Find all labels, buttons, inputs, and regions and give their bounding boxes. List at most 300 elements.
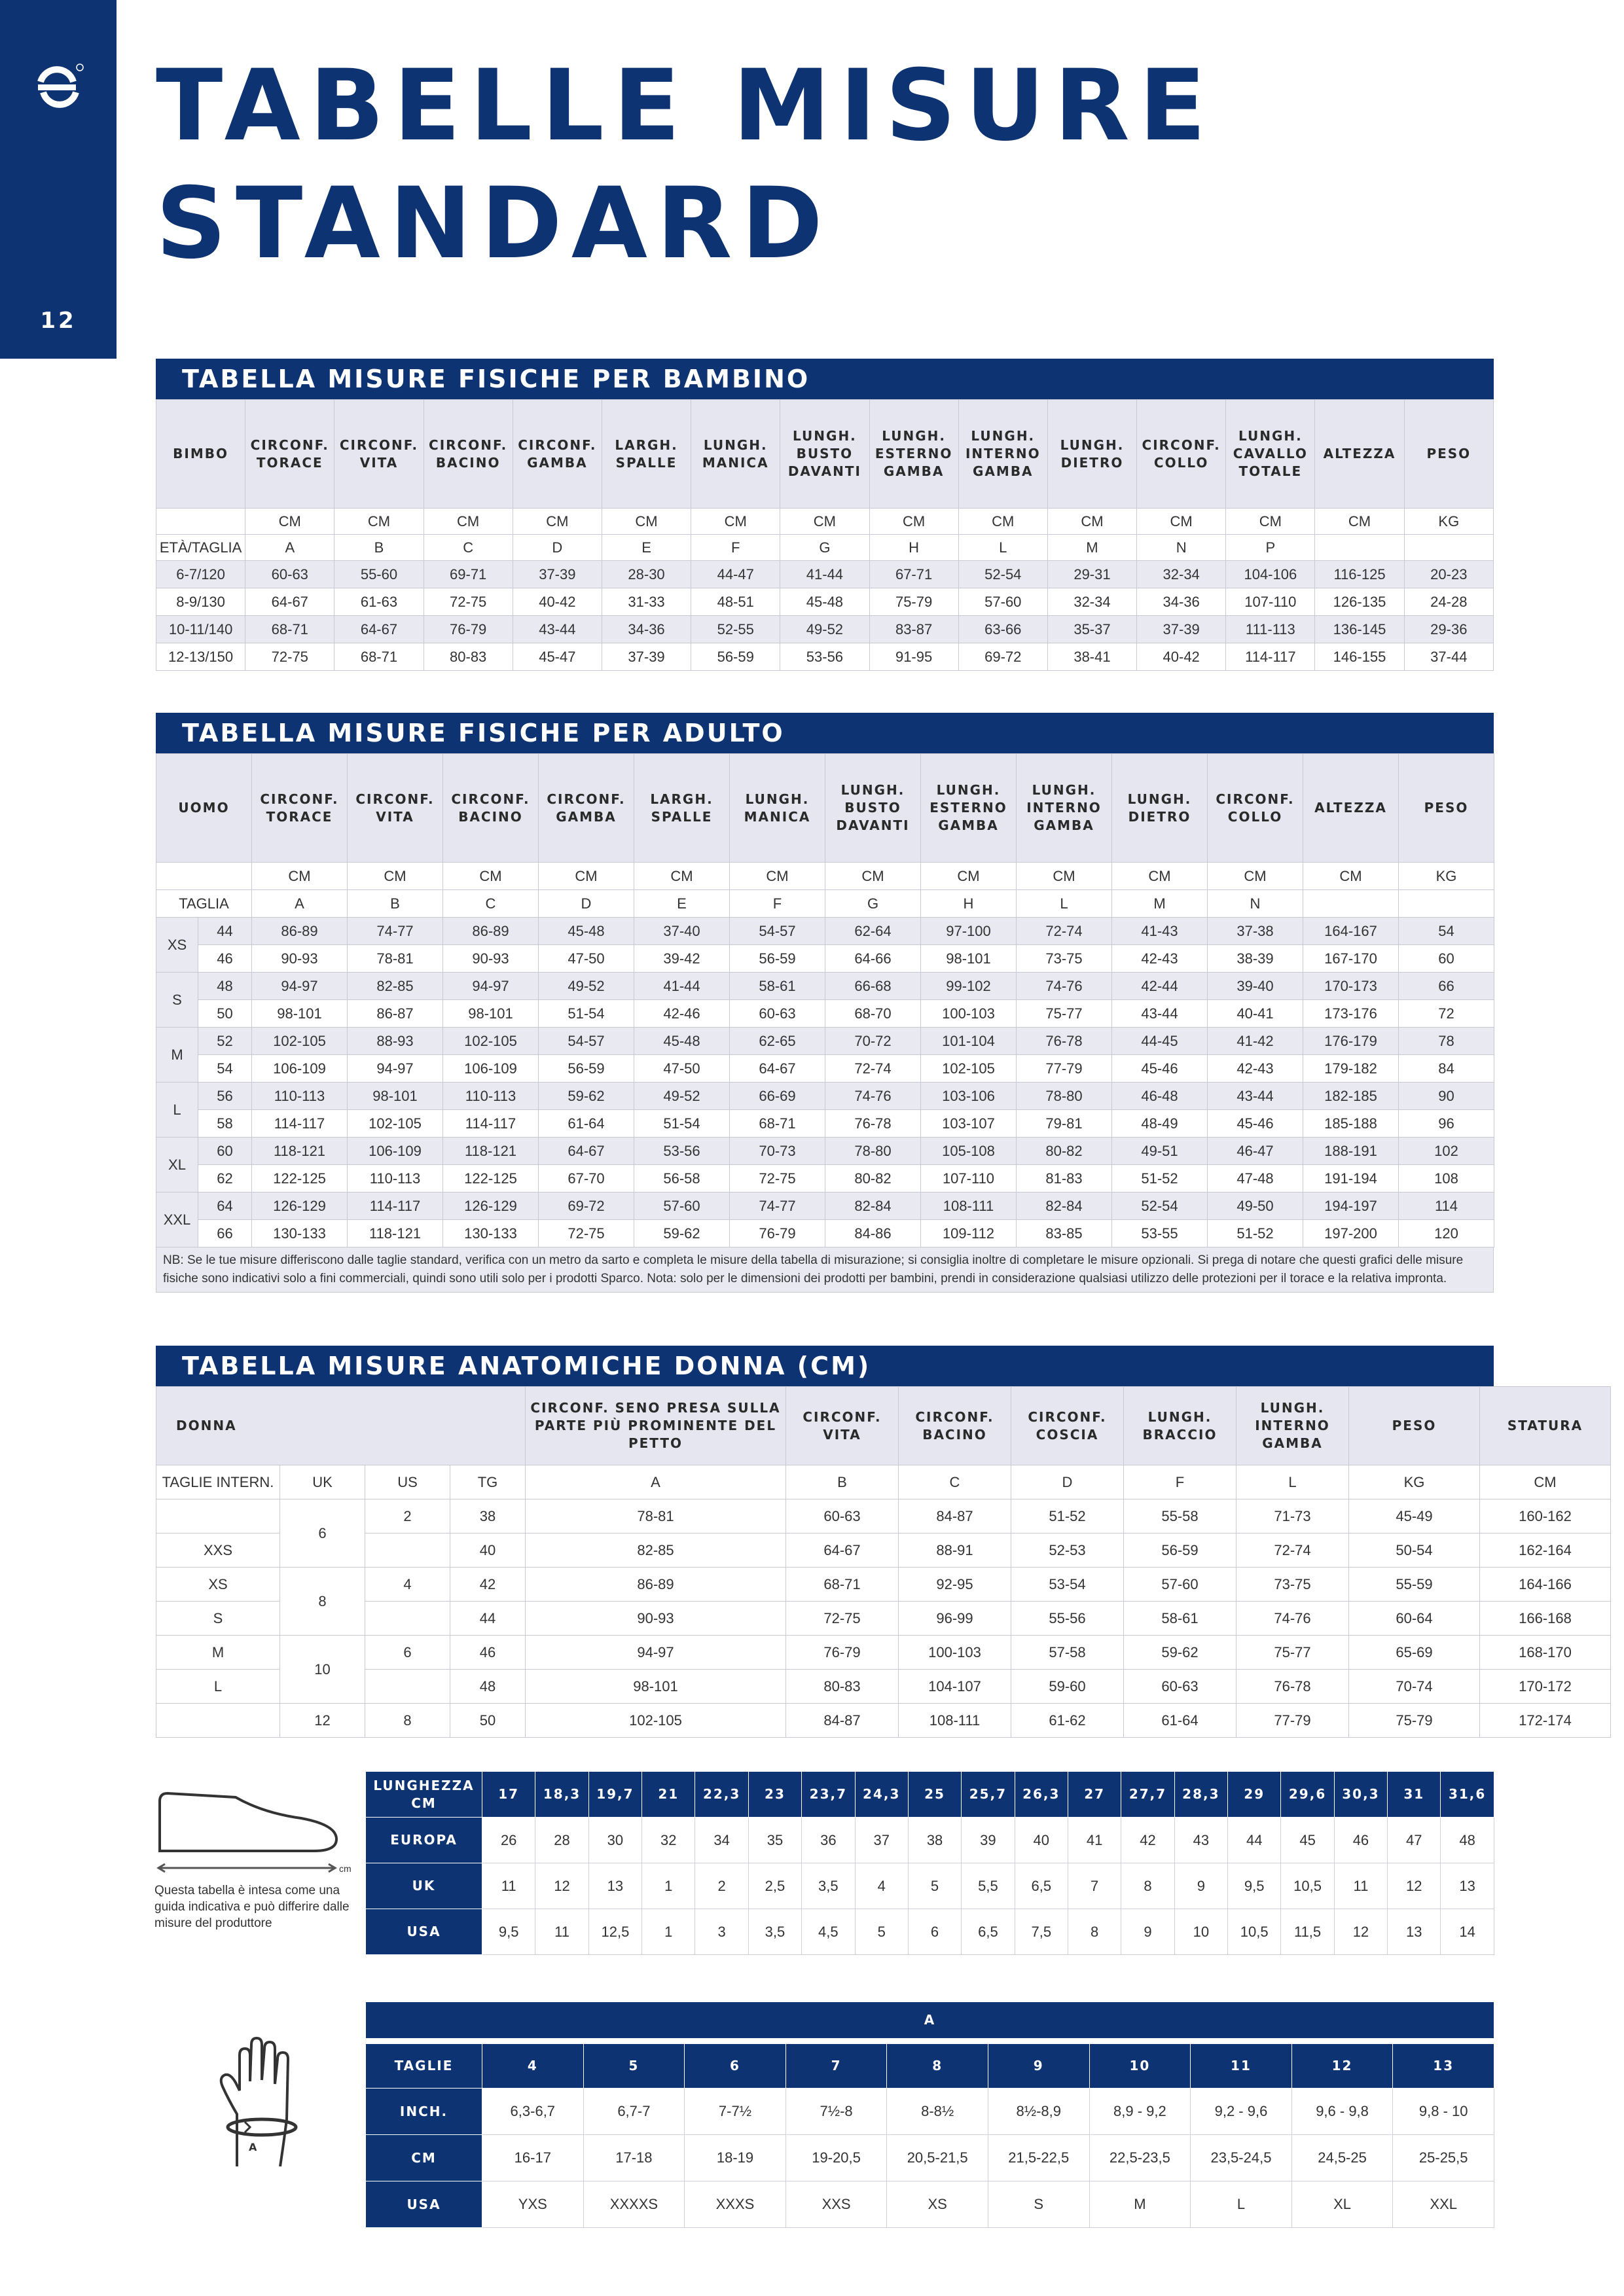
header-cell: CIRCONF. GAMBA xyxy=(513,400,602,509)
table-cell: 71-73 xyxy=(1236,1499,1349,1534)
table-cell: 34-36 xyxy=(1137,588,1226,616)
table-cell: 170-173 xyxy=(1303,973,1399,1000)
table-cell: 72-74 xyxy=(1236,1534,1349,1568)
table-cell: 54-57 xyxy=(730,918,825,945)
table-cell: XS xyxy=(887,2181,988,2228)
unit-cell: CM xyxy=(780,509,869,535)
shoe-cm-label: cm xyxy=(339,1863,352,1874)
table-cell: 70-73 xyxy=(730,1138,825,1165)
subheader-cell: KG xyxy=(1349,1465,1480,1499)
table-cell: 57-58 xyxy=(1011,1636,1124,1670)
table-cell: 64-66 xyxy=(825,945,921,973)
table-cell: 90 xyxy=(1399,1083,1494,1110)
table-cell: 38-41 xyxy=(1047,643,1136,671)
table-cell: 38-39 xyxy=(1208,945,1303,973)
unit-cell xyxy=(156,509,245,535)
table-cell: 122-125 xyxy=(252,1165,348,1193)
unit-row xyxy=(156,863,1494,890)
table-cell: 104-107 xyxy=(899,1670,1011,1704)
table-cell: 36 xyxy=(802,1818,855,1863)
table-cell: 68-71 xyxy=(786,1568,899,1602)
header-cell: BIMBO xyxy=(156,400,245,509)
letter-cell: A xyxy=(252,890,348,918)
header-cell: CIRCONF. SENO PRESA SULLA PARTE PIÙ PROMINENTE DEL PETTO xyxy=(526,1387,786,1465)
table-cell: 9,5 xyxy=(482,1909,535,1955)
header-value: 9 xyxy=(988,2044,1089,2089)
header-value: 22,3 xyxy=(695,1772,748,1818)
letter-cell: N xyxy=(1137,535,1226,561)
header-value: 31,6 xyxy=(1441,1772,1494,1818)
table-cell: XL xyxy=(1291,2181,1393,2228)
header-value: 13 xyxy=(1393,2044,1494,2089)
table-cell: 32 xyxy=(642,1818,695,1863)
table-cell: 30 xyxy=(588,1818,641,1863)
table-row xyxy=(156,973,1494,1000)
table-cell: 48-49 xyxy=(1112,1110,1208,1138)
table-row xyxy=(156,918,1494,945)
subheader-cell: TG xyxy=(450,1465,526,1499)
table-cell: 54 xyxy=(1399,918,1494,945)
header-cell: LARGH. SPALLE xyxy=(634,754,730,863)
table-cell: 46-48 xyxy=(1112,1083,1208,1110)
table-cell: 52-55 xyxy=(691,616,780,643)
size-label: XXL xyxy=(156,1193,198,1247)
table-cell: 66-68 xyxy=(825,973,921,1000)
unit-row xyxy=(156,509,1494,535)
table-cell: 62-65 xyxy=(730,1028,825,1055)
header-cell: LUNGH. BUSTO DAVANTI xyxy=(780,400,869,509)
header-cell: UOMO xyxy=(156,754,252,863)
table-cell: 45-46 xyxy=(1112,1055,1208,1083)
letter-cell: D xyxy=(513,535,602,561)
table-cell: 197-200 xyxy=(1303,1220,1399,1247)
table-cell: 69-71 xyxy=(424,561,513,588)
women-table-section xyxy=(156,1346,1583,1738)
table-cell: 24,5-25 xyxy=(1291,2135,1393,2181)
table-cell: 2 xyxy=(695,1863,748,1909)
unit-cell: CM xyxy=(348,863,443,890)
spacer-cell xyxy=(366,2039,1494,2044)
table-cell: 185-188 xyxy=(1303,1110,1399,1138)
table-cell: 74-77 xyxy=(730,1193,825,1220)
table-cell: 68-71 xyxy=(245,616,334,643)
letter-cell: B xyxy=(348,890,443,918)
table-cell: 56-58 xyxy=(634,1165,730,1193)
row-label: UK xyxy=(366,1863,482,1909)
table-cell: 66 xyxy=(1399,973,1494,1000)
table-cell: 53-54 xyxy=(1011,1568,1124,1602)
table-cell: 98-101 xyxy=(921,945,1017,973)
size-label: XL xyxy=(156,1138,198,1193)
table-cell: 42-43 xyxy=(1208,1055,1303,1083)
table-cell: 7-7½ xyxy=(685,2089,786,2135)
table-cell: 37-44 xyxy=(1404,643,1493,671)
table-row xyxy=(366,2089,1494,2135)
header-cell: CIRCONF. COSCIA xyxy=(1011,1387,1124,1465)
table-cell: 78-81 xyxy=(526,1499,786,1534)
table-cell: 9 xyxy=(1174,1863,1227,1909)
table-cell: 37-39 xyxy=(513,561,602,588)
table-cell: 100-103 xyxy=(921,1000,1017,1028)
unit-cell: CM xyxy=(958,509,1047,535)
unit-cell: CM xyxy=(1112,863,1208,890)
header-cell: CIRCONF. VITA xyxy=(348,754,443,863)
table-cell: 72-75 xyxy=(730,1165,825,1193)
header-value: 8 xyxy=(887,2044,988,2089)
table-cell: 44-45 xyxy=(1112,1028,1208,1055)
table-cell: 60 xyxy=(1399,945,1494,973)
table-cell: 118-121 xyxy=(443,1138,539,1165)
table-cell: 49-52 xyxy=(539,973,634,1000)
row-label: USA xyxy=(366,2181,482,2228)
header-value: 6 xyxy=(685,2044,786,2089)
header-cell: A xyxy=(366,2002,1494,2039)
table-cell: 61-64 xyxy=(1124,1704,1236,1738)
unit-cell: CM xyxy=(443,863,539,890)
row-label: USA xyxy=(366,1909,482,1955)
table-cell: 191-194 xyxy=(1303,1165,1399,1193)
table-row xyxy=(156,1138,1494,1165)
letter-cell: P xyxy=(1226,535,1315,561)
unit-cell: CM xyxy=(424,509,513,535)
table-row xyxy=(156,1670,1611,1704)
table-cell: 74-76 xyxy=(825,1083,921,1110)
table-cell: 35 xyxy=(748,1818,801,1863)
table-cell: 92-95 xyxy=(899,1568,1011,1602)
size-label: M xyxy=(156,1028,198,1083)
table-cell: 14 xyxy=(1441,1909,1494,1955)
header-cell: ALTEZZA xyxy=(1315,400,1404,509)
kids-table-title: TABELLA MISURE FISICHE PER BAMBINO xyxy=(156,359,1494,399)
header-cell: CIRCONF. GAMBA xyxy=(539,754,634,863)
table-cell: 41 xyxy=(1068,1818,1121,1863)
table-cell: 32-34 xyxy=(1047,588,1136,616)
header-cell: STATURA xyxy=(1480,1387,1611,1465)
table-cell: 55-56 xyxy=(1011,1602,1124,1636)
table-cell: 98-101 xyxy=(348,1083,443,1110)
table-cell: 8 xyxy=(1068,1909,1121,1955)
table-cell: 3,5 xyxy=(802,1863,855,1909)
table-cell: 22,5-23,5 xyxy=(1089,2135,1191,2181)
table-cell: 94-97 xyxy=(348,1055,443,1083)
table-cell: 2,5 xyxy=(748,1863,801,1909)
header-value: 7 xyxy=(785,2044,887,2089)
sidebar-band xyxy=(0,0,117,359)
table-cell: 53-56 xyxy=(780,643,869,671)
table-cell: 5 xyxy=(908,1863,961,1909)
header-value: 29,6 xyxy=(1281,1772,1334,1818)
table-cell: 51-52 xyxy=(1011,1499,1124,1534)
table-cell: 43-44 xyxy=(513,616,602,643)
table-cell: 56-59 xyxy=(1124,1534,1236,1568)
table-cell: 32-34 xyxy=(1137,561,1226,588)
letter-cell: E xyxy=(634,890,730,918)
table-cell: 58 xyxy=(198,1110,252,1138)
table-cell: 82-84 xyxy=(1017,1193,1112,1220)
row-label: INCH. xyxy=(366,2089,482,2135)
table-cell: 48-51 xyxy=(691,588,780,616)
table-cell: XXS xyxy=(785,2181,887,2228)
table-row xyxy=(156,1568,1611,1602)
table-cell: 42 xyxy=(1121,1818,1174,1863)
us-size-cell: 4 xyxy=(365,1568,450,1602)
table-row xyxy=(156,1704,1611,1738)
table-cell: 12 xyxy=(1334,1909,1387,1955)
table-row xyxy=(156,1220,1494,1247)
table-cell: 39 xyxy=(962,1818,1015,1863)
unit-cell: CM xyxy=(1137,509,1226,535)
header-cell: CIRCONF. BACINO xyxy=(443,754,539,863)
table-cell: 68-70 xyxy=(825,1000,921,1028)
row-label: TAGLIE xyxy=(366,2044,482,2089)
table-cell: 35-37 xyxy=(1047,616,1136,643)
unit-cell: CM xyxy=(921,863,1017,890)
table-cell: 13 xyxy=(588,1863,641,1909)
table-cell: 6-7/120 xyxy=(156,561,245,588)
table-cell: 12 xyxy=(535,1863,588,1909)
table-cell: 114-117 xyxy=(348,1193,443,1220)
header-cell: PESO xyxy=(1404,400,1493,509)
table-row xyxy=(366,2181,1494,2228)
table-cell: 11 xyxy=(535,1909,588,1955)
table-row xyxy=(366,2135,1494,2181)
table-cell: 61-63 xyxy=(334,588,424,616)
table-cell: 53-55 xyxy=(1112,1220,1208,1247)
table-cell: 96 xyxy=(1399,1110,1494,1138)
adult-table xyxy=(156,753,1494,1247)
adult-table-title: TABELLA MISURE FISICHE PER ADULTO xyxy=(156,713,1494,753)
table-cell: 66-69 xyxy=(730,1083,825,1110)
letter-cell: G xyxy=(780,535,869,561)
table-cell: 78-80 xyxy=(1017,1083,1112,1110)
table-cell: 11 xyxy=(1334,1863,1387,1909)
letter-cell: M xyxy=(1047,535,1136,561)
table-cell: 76-79 xyxy=(424,616,513,643)
header-row xyxy=(156,400,1494,509)
table-cell: 11 xyxy=(482,1863,535,1909)
table-cell: 31-33 xyxy=(602,588,691,616)
table-cell: 77-79 xyxy=(1017,1055,1112,1083)
table-cell: 84 xyxy=(1399,1055,1494,1083)
table-cell: 65-69 xyxy=(1349,1636,1480,1670)
table-cell: 67-70 xyxy=(539,1165,634,1193)
table-cell: 46 xyxy=(1334,1818,1387,1863)
table-cell: 80-82 xyxy=(1017,1138,1112,1165)
header-cell: CIRCONF. BACINO xyxy=(899,1387,1011,1465)
uk-size-cell: 12 xyxy=(280,1704,365,1738)
table-cell: 38 xyxy=(908,1818,961,1863)
table-cell: 81-83 xyxy=(1017,1165,1112,1193)
table-cell: S xyxy=(988,2181,1089,2228)
unit-cell: CM xyxy=(602,509,691,535)
table-cell: 44 xyxy=(198,918,252,945)
header-value: 4 xyxy=(482,2044,584,2089)
us-size-cell xyxy=(365,1602,450,1636)
table-cell: 74-77 xyxy=(348,918,443,945)
table-cell: 80-83 xyxy=(786,1670,899,1704)
table-cell: 64-67 xyxy=(334,616,424,643)
header-value: 27,7 xyxy=(1121,1772,1174,1818)
subheader-cell: B xyxy=(786,1465,899,1499)
unit-cell: CM xyxy=(513,509,602,535)
letter-cell: E xyxy=(602,535,691,561)
table-cell: 75-77 xyxy=(1017,1000,1112,1028)
table-cell: 8½-8,9 xyxy=(988,2089,1089,2135)
intl-size-cell: XXS xyxy=(156,1534,280,1568)
table-cell: 9,5 xyxy=(1228,1863,1281,1909)
table-cell: 75-79 xyxy=(1349,1704,1480,1738)
table-cell: 13 xyxy=(1441,1863,1494,1909)
table-cell: 41-42 xyxy=(1208,1028,1303,1055)
letter-cell: L xyxy=(958,535,1047,561)
table-cell: 168-170 xyxy=(1480,1636,1611,1670)
table-cell: 48 xyxy=(198,973,252,1000)
table-cell: 48 xyxy=(1441,1818,1494,1863)
table-cell: 3 xyxy=(695,1909,748,1955)
table-cell: 19-20,5 xyxy=(785,2135,887,2181)
table-cell: 61-64 xyxy=(539,1110,634,1138)
table-cell: 8,9 - 9,2 xyxy=(1089,2089,1191,2135)
table-row xyxy=(156,1636,1611,1670)
header-row xyxy=(156,1387,1611,1465)
table-cell: 102-105 xyxy=(921,1055,1017,1083)
table-cell: 102-105 xyxy=(252,1028,348,1055)
table-cell: 76-79 xyxy=(786,1636,899,1670)
table-cell: 6,5 xyxy=(962,1909,1015,1955)
table-cell: 72-74 xyxy=(825,1055,921,1083)
table-cell: 1 xyxy=(642,1863,695,1909)
row-label: EUROPA xyxy=(366,1818,482,1863)
table-cell: 100-103 xyxy=(899,1636,1011,1670)
size-label: L xyxy=(156,1083,198,1138)
table-cell: 38 xyxy=(450,1499,526,1534)
subheader-cell: US xyxy=(365,1465,450,1499)
intl-size-cell xyxy=(156,1704,280,1738)
table-cell: 29-36 xyxy=(1404,616,1493,643)
table-cell: 114-117 xyxy=(1226,643,1315,671)
unit-cell: CM xyxy=(1315,509,1404,535)
table-cell: 126-129 xyxy=(252,1193,348,1220)
table-cell: 10,5 xyxy=(1228,1909,1281,1955)
letter-cell: F xyxy=(691,535,780,561)
table-cell: 194-197 xyxy=(1303,1193,1399,1220)
header-value: 26,3 xyxy=(1015,1772,1068,1818)
table-cell: 54-57 xyxy=(539,1028,634,1055)
table-cell: 126-129 xyxy=(443,1193,539,1220)
intl-size-cell: L xyxy=(156,1670,280,1704)
table-cell: 45-48 xyxy=(539,918,634,945)
table-cell: XXL xyxy=(1393,2181,1494,2228)
table-cell: 37 xyxy=(855,1818,908,1863)
table-cell: 7½-8 xyxy=(785,2089,887,2135)
table-cell: 7,5 xyxy=(1015,1909,1068,1955)
sparco-logo-icon xyxy=(34,62,84,112)
table-cell: 164-167 xyxy=(1303,918,1399,945)
table-cell: 60-63 xyxy=(245,561,334,588)
table-cell: 106-109 xyxy=(443,1055,539,1083)
table-cell: 126-135 xyxy=(1315,588,1404,616)
table-cell: 83-87 xyxy=(869,616,958,643)
table-cell: 90-93 xyxy=(252,945,348,973)
table-cell: 9,8 - 10 xyxy=(1393,2089,1494,2135)
table-cell: 94-97 xyxy=(443,973,539,1000)
table-cell: 72-75 xyxy=(245,643,334,671)
table-cell: 52 xyxy=(198,1028,252,1055)
table-cell: 102-105 xyxy=(443,1028,539,1055)
letter-cell: C xyxy=(443,890,539,918)
table-cell: 20,5-21,5 xyxy=(887,2135,988,2181)
table-cell: 72-74 xyxy=(1017,918,1112,945)
uk-size-cell: 8 xyxy=(280,1568,365,1636)
table-cell: 12-13/150 xyxy=(156,643,245,671)
table-cell: 69-72 xyxy=(958,643,1047,671)
table-cell: 70-72 xyxy=(825,1028,921,1055)
table-cell: 77-79 xyxy=(1236,1704,1349,1738)
table-cell: 54 xyxy=(198,1055,252,1083)
table-cell: 57-60 xyxy=(1124,1568,1236,1602)
table-cell: 80-83 xyxy=(424,643,513,671)
table-cell: 73-75 xyxy=(1236,1568,1349,1602)
table-cell: 116-125 xyxy=(1315,561,1404,588)
table-cell: 167-170 xyxy=(1303,945,1399,973)
table-cell: 6 xyxy=(908,1909,961,1955)
header-value: 25,7 xyxy=(962,1772,1015,1818)
header-value: 12 xyxy=(1291,2044,1393,2089)
header-cell: DONNA xyxy=(156,1387,526,1465)
table-cell: 160-162 xyxy=(1480,1499,1611,1534)
table-cell: 98-101 xyxy=(252,1000,348,1028)
table-cell: 18-19 xyxy=(685,2135,786,2181)
table-cell: 110-113 xyxy=(443,1083,539,1110)
table-cell: 25-25,5 xyxy=(1393,2135,1494,2181)
table-cell: 94-97 xyxy=(526,1636,786,1670)
header-cell: LUNGH. CAVALLO TOTALE xyxy=(1226,400,1315,509)
table-cell: 34 xyxy=(695,1818,748,1863)
table-cell: 49-51 xyxy=(1112,1138,1208,1165)
shoe-table-section xyxy=(365,1771,1494,1955)
table-cell: 50 xyxy=(450,1704,526,1738)
spacer-row xyxy=(366,2039,1494,2044)
table-row xyxy=(366,1909,1494,1955)
table-row xyxy=(156,1110,1494,1138)
table-cell: 51-54 xyxy=(539,1000,634,1028)
table-cell: 88-93 xyxy=(348,1028,443,1055)
table-cell: 122-125 xyxy=(443,1165,539,1193)
header-value: 10 xyxy=(1089,2044,1191,2089)
header-value: 31 xyxy=(1388,1772,1441,1818)
size-label: XS xyxy=(156,918,198,973)
table-cell: 42-43 xyxy=(1112,945,1208,973)
header-value: 24,3 xyxy=(855,1772,908,1818)
header-cell: PESO xyxy=(1349,1387,1480,1465)
table-cell: 60-63 xyxy=(730,1000,825,1028)
subheader-cell: TAGLIE INTERN. xyxy=(156,1465,280,1499)
table-cell: 104-106 xyxy=(1226,561,1315,588)
uk-size-cell: 10 xyxy=(280,1636,365,1704)
unit-cell: CM xyxy=(334,509,424,535)
table-cell: 103-107 xyxy=(921,1110,1017,1138)
letter-cell: H xyxy=(921,890,1017,918)
table-cell: 80-82 xyxy=(825,1165,921,1193)
table-cell: 11,5 xyxy=(1281,1909,1334,1955)
intl-size-cell: S xyxy=(156,1602,280,1636)
letter-cell: F xyxy=(730,890,825,918)
table-cell: 51-54 xyxy=(634,1110,730,1138)
header-cell: CIRCONF. COLLO xyxy=(1208,754,1303,863)
header-cell: ALTEZZA xyxy=(1303,754,1399,863)
table-cell: 78 xyxy=(1399,1028,1494,1055)
table-cell: 106-109 xyxy=(252,1055,348,1083)
